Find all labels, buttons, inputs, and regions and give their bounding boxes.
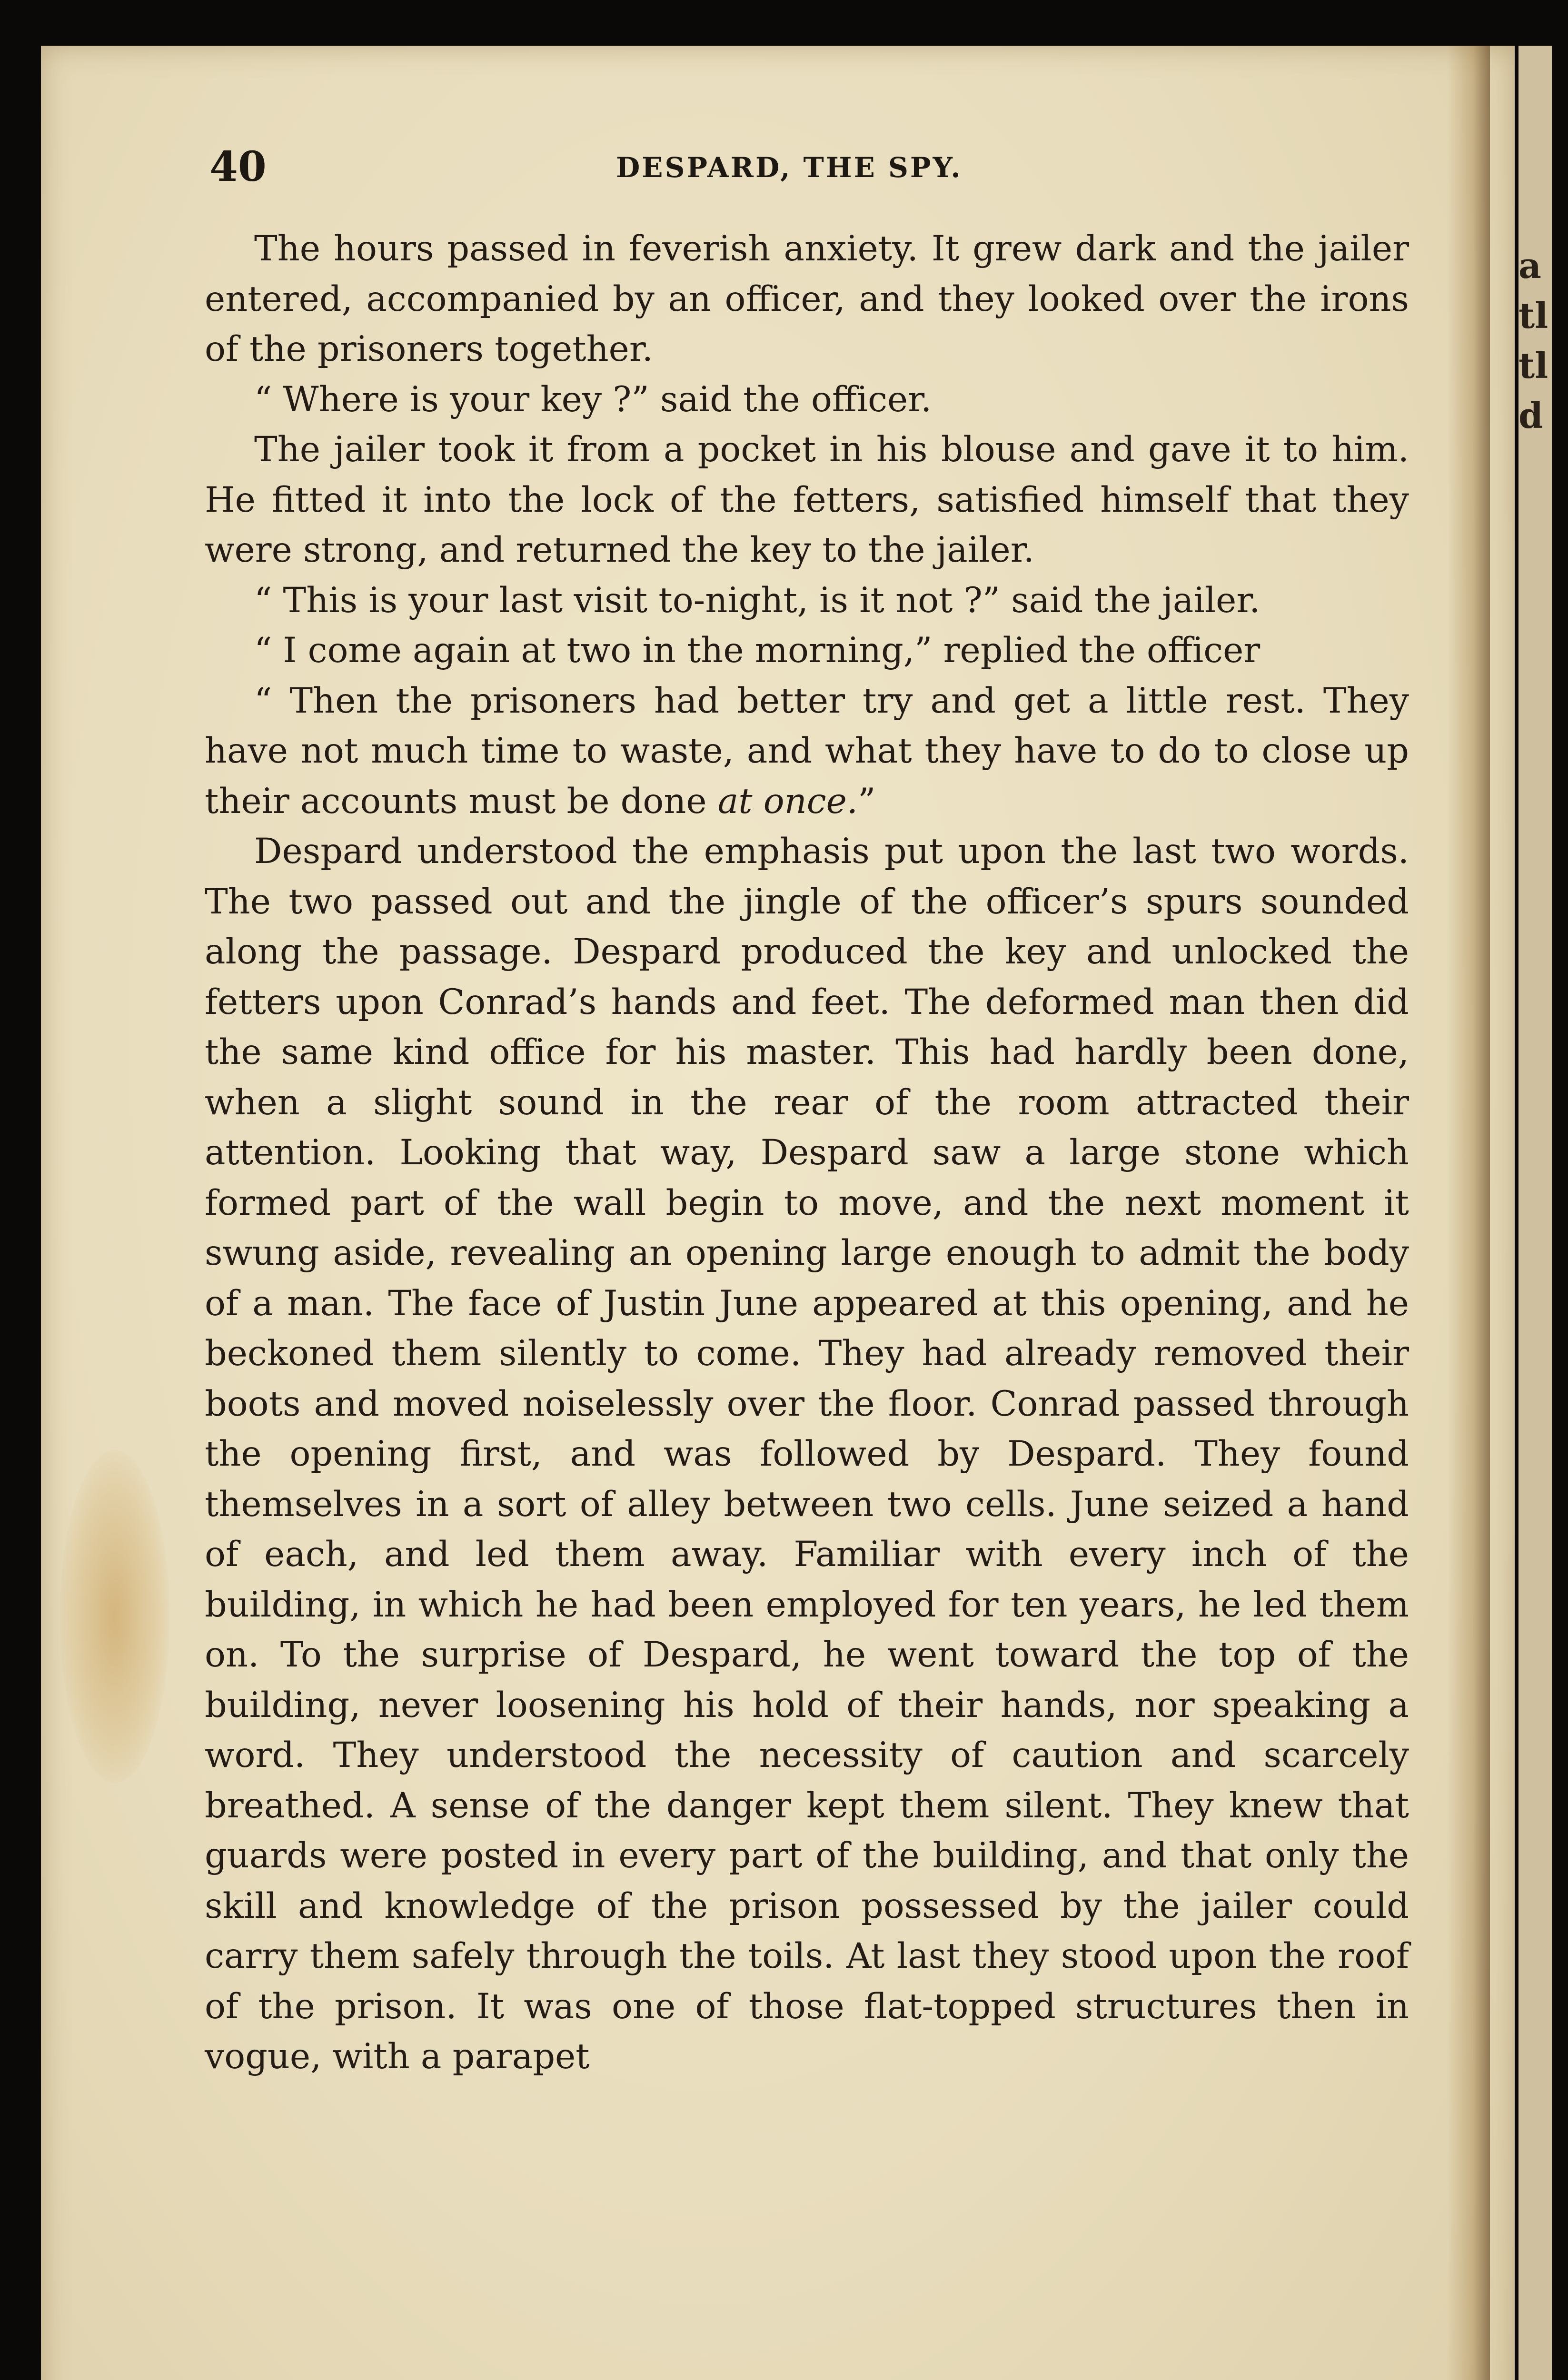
emphasized-text: at once. — [717, 781, 858, 822]
paragraph: “ This is your last visit to-night, is it not ?” said the jailer. — [254, 580, 1260, 621]
running-title: DESPARD, THE SPY. — [616, 151, 963, 184]
paragraph-text: “ Then the prisoners had better try and get a little rest. They have not much time to waste, and what they have to do to close up their accounts must be done — [205, 680, 1409, 822]
water-stain — [60, 1450, 169, 1783]
page-gutter-shadow — [1447, 46, 1490, 2380]
facing-page-edge — [1518, 46, 1552, 2380]
paragraph: The jailer took it from a pocket in his blouse and gave it to him. He fitted it into the lock of the fetters, satisfied himself that they were strong, and returned the key to the jailer. — [205, 429, 1409, 570]
paragraph: “ Where is your key ?” said the officer. — [254, 379, 932, 420]
facing-page-fragment: tl — [1518, 346, 1548, 387]
facing-page-fragment: tl — [1518, 296, 1548, 337]
facing-page-fragment: d — [1518, 396, 1543, 436]
closing-quote: ” — [858, 781, 876, 822]
paragraph: Despard understood the emphasis put upon the last two words. The two passed out and the jingle of the officer’s spurs sounded along the passage. Despard produced the key and unlocked the fetters upon Conrad’s hands and feet. The deformed man then did the same kind office for his master. This had hardly been done, when a slight sound in the rear of the room attracted their attention. Looking that way, Despard saw a large stone which formed part of the wall begin to move, and the next moment it swung aside, revealing an opening large enough to admit the body of a man. The face of Justin June appeared at this opening, and he beckoned them silently to come. They had already removed their boots and moved noiselessly over the floor. Conrad passed through the opening first, and was followed by Despard. They found themselves in a sort of alley between two cells. June seized a hand of each, and led them away. Familiar with every inch of the building, in which he had been employed for ten years, he led them on. To the surprise of Despard, he went toward the top of the building, never loosening his hold of their hands, nor speaking a word. They understood the necessity of caution and scarcely breathed. A sense of the danger kept them silent. They knew that guards were posted in every part of the building, and that only the skill and knowledge of the prison possessed by the jailer could carry them safely through the toils. At last they stood upon the roof of the prison. It was one of those flat-topped structures then in vogue, with a parapet — [205, 831, 1409, 2077]
paragraph — [205, 676, 1409, 827]
paragraph: The hours passed in feverish anxiety. It grew dark and the jailer entered, accompanied by an officer, and they looked over the irons of the prisoners together. — [205, 228, 1409, 369]
page-body-text — [205, 224, 1409, 2082]
paragraph: “ I come again at two in the morning,” replied the officer — [254, 630, 1260, 671]
facing-page-fragment: a — [1518, 246, 1541, 287]
page-number: 40 — [209, 143, 267, 191]
